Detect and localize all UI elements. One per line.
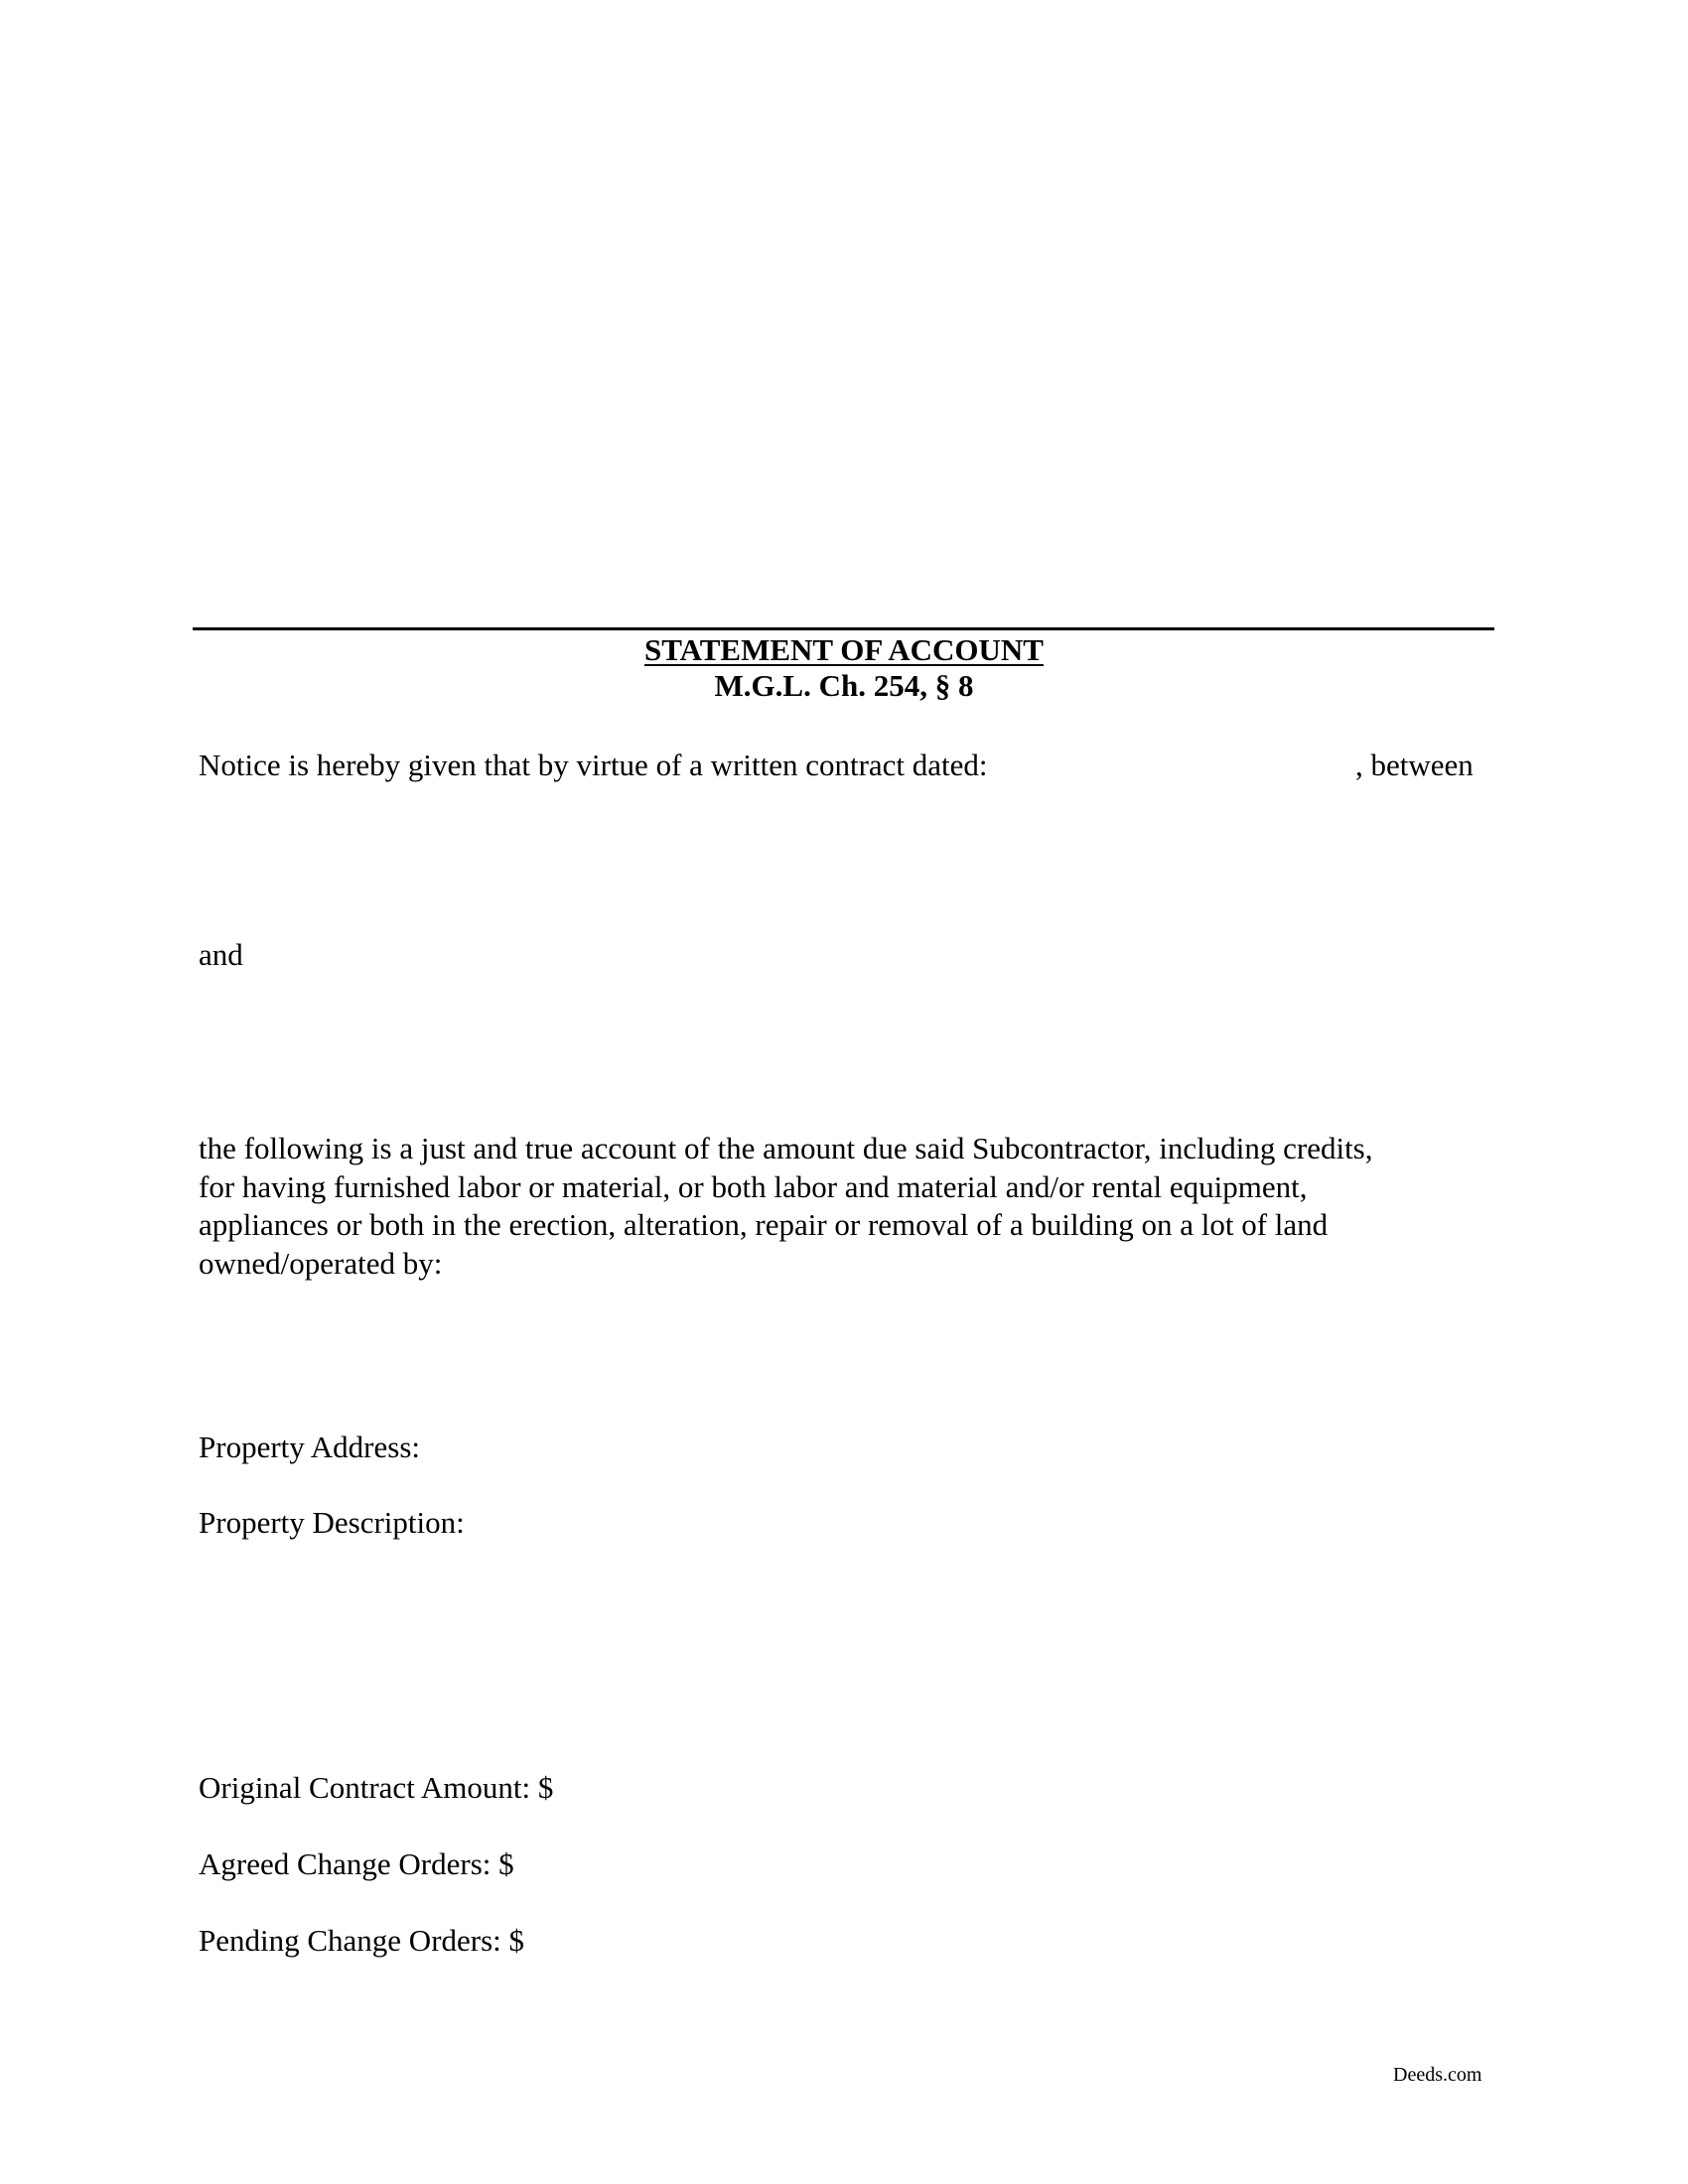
header-rule: [193, 627, 1494, 630]
paragraph-line-3: appliances or both in the erection, alteration, repair or removal of a building on a lot of land: [199, 1207, 1329, 1242]
notice-text: Notice is hereby given that by virtue of a written contract dated:: [199, 748, 988, 782]
account-paragraph: [199, 1130, 1509, 1283]
and-text: and: [199, 937, 243, 972]
document-subtitle: M.G.L. Ch. 254, § 8: [714, 668, 974, 703]
property-description-label: Property Description:: [199, 1505, 465, 1540]
paragraph-line-1: the following is a just and true account of the amount due said Subcontractor, including credits,: [199, 1131, 1373, 1165]
footer-brand: Deeds.com: [1393, 2064, 1482, 2086]
agreed-change-orders-label: Agreed Change Orders: $: [199, 1846, 514, 1881]
notice-line: [199, 747, 1489, 784]
between-text: , between: [1355, 748, 1474, 782]
paragraph-line-2: for having furnished labor or material, or both labor and material and/or rental equipment,: [199, 1168, 1308, 1204]
document-title: STATEMENT OF ACCOUNT: [644, 632, 1044, 667]
original-contract-amount-label: Original Contract Amount: $: [199, 1770, 554, 1805]
document-title-block: [0, 632, 1688, 704]
paragraph-line-4: owned/operated by:: [199, 1245, 443, 1281]
property-address-label: Property Address:: [199, 1430, 421, 1464]
pending-change-orders-label: Pending Change Orders: $: [199, 1923, 525, 1958]
